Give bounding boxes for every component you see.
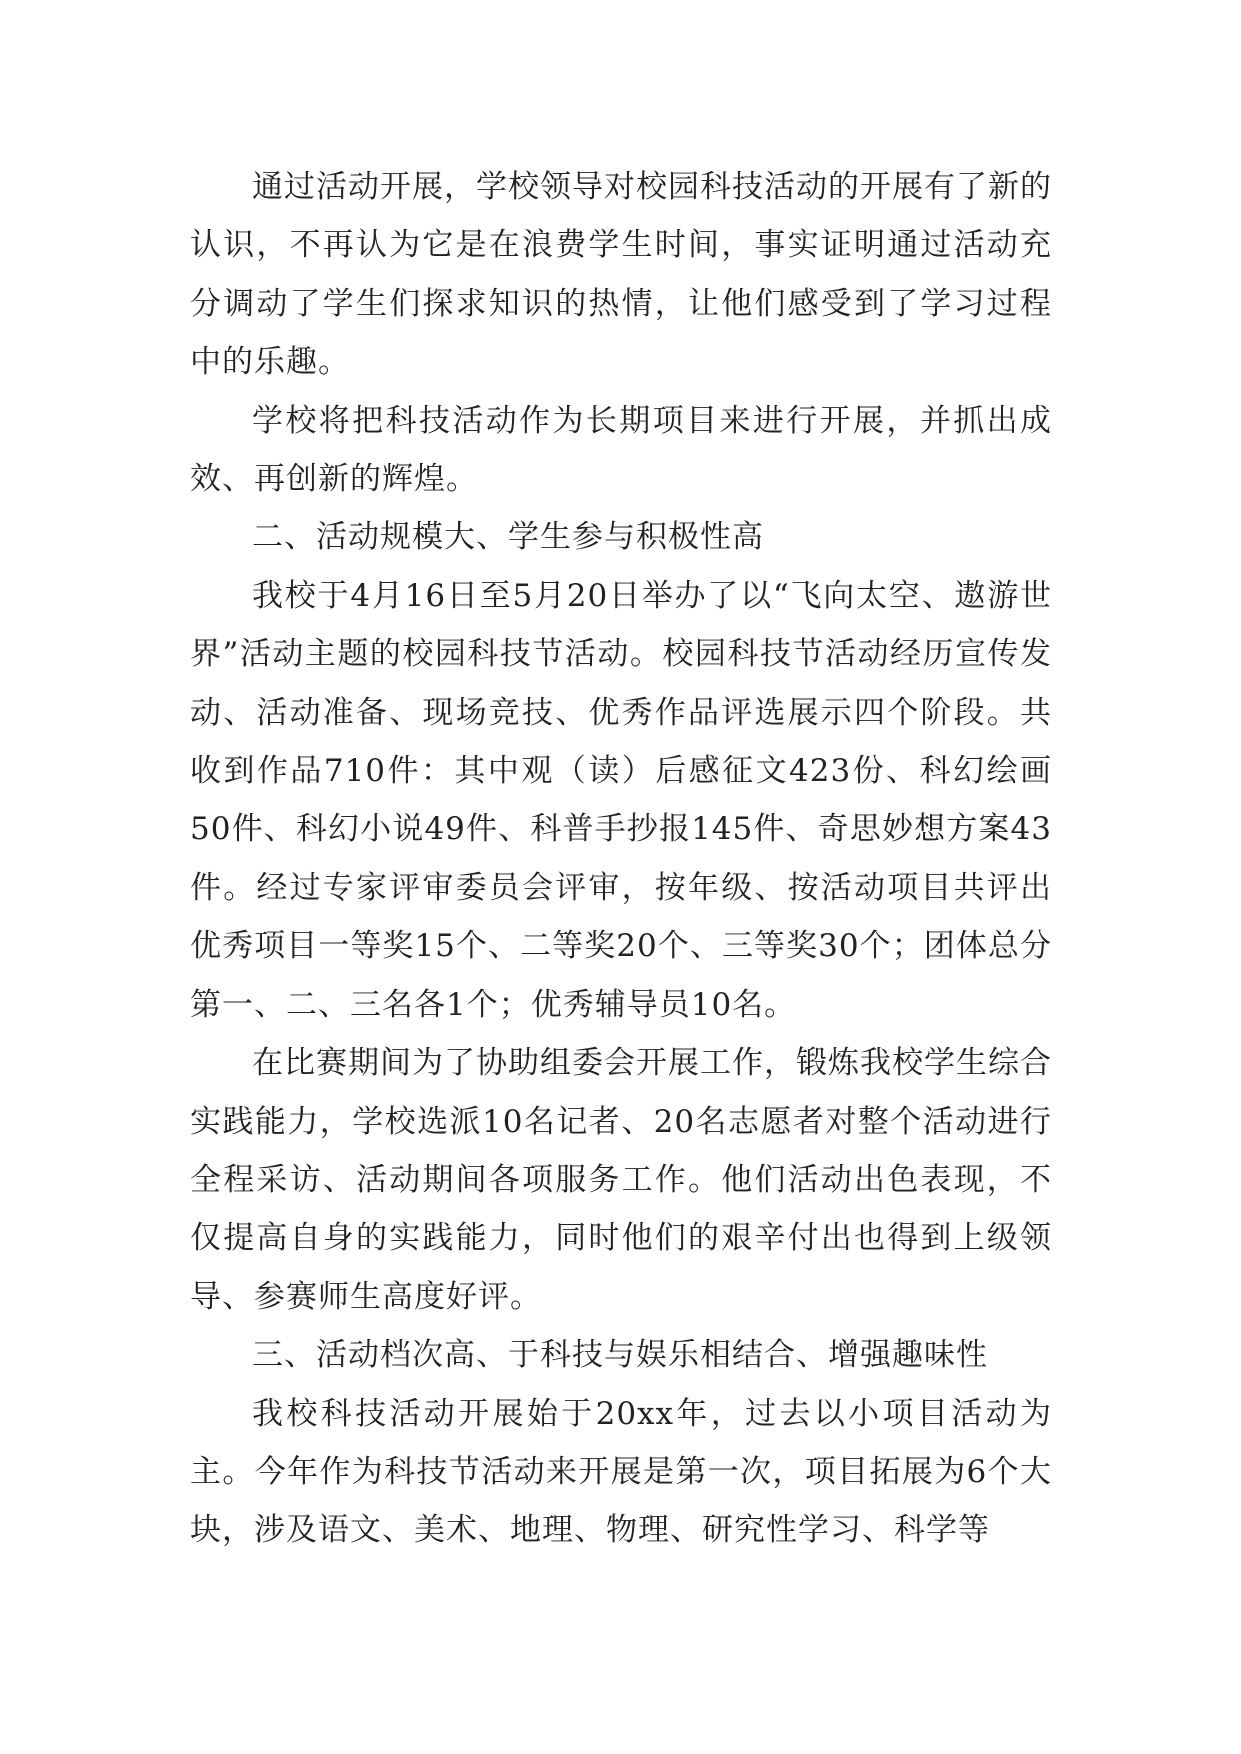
section-heading-2: 二、活动规模大、学生参与积极性高 [252,519,764,556]
paragraph-4: 在比赛期间为了协助组委会开展工作，锻炼我校学生综合实践能力，学校选派10名记者、20名志愿者对整个活动进行全程采访、活动期间各项服务工作。他们活动出色表现，不仅提高自身的实践能力，同时他们的艰辛付出也得到上级领导、参赛师生高度好评。 [190,1045,1052,1315]
paragraph-3: 我校于4月16日至5月20日举办了以“飞向太空、遨游世界”活动主题的校园科技节活动。校园科技节活动经历宣传发动、活动准备、现场竞技、优秀作品评选展示四个阶段。共收到作品710件：其中观（读）后感征文423份、科幻绘画50件、科幻小说49件、科普手抄报145件、奇思妙想方案43件。经过专家评审委员会评审，按年级、按活动项目共评出优秀项目一等奖15个、二等奖20个、三等奖30个；团体总分第一、二、三名各1个；优秀辅导员10名。 [190,577,1052,1023]
paragraph-1: 通过活动开展，学校领导对校园科技活动的开展有了新的认识，不再认为它是在浪费学生时间，事实证明通过活动充分调动了学生们探求知识的热情，让他们感受到了学习过程中的乐趣。 [190,169,1052,381]
section-heading-3: 三、活动档次高、于科技与娱乐相结合、增强趣味性 [252,1337,988,1374]
paragraph-5: 我校科技活动开展始于20xx年，过去以小项目活动为主。今年作为科技节活动来开展是第一次，项目拓展为6个大块，涉及语文、美术、地理、物理、研究性学习、科学等 [190,1395,1052,1549]
document-body [190,158,1052,1560]
paragraph-2: 学校将把科技活动作为长期项目来进行开展，并抓出成效、再创新的辉煌。 [190,402,1052,498]
